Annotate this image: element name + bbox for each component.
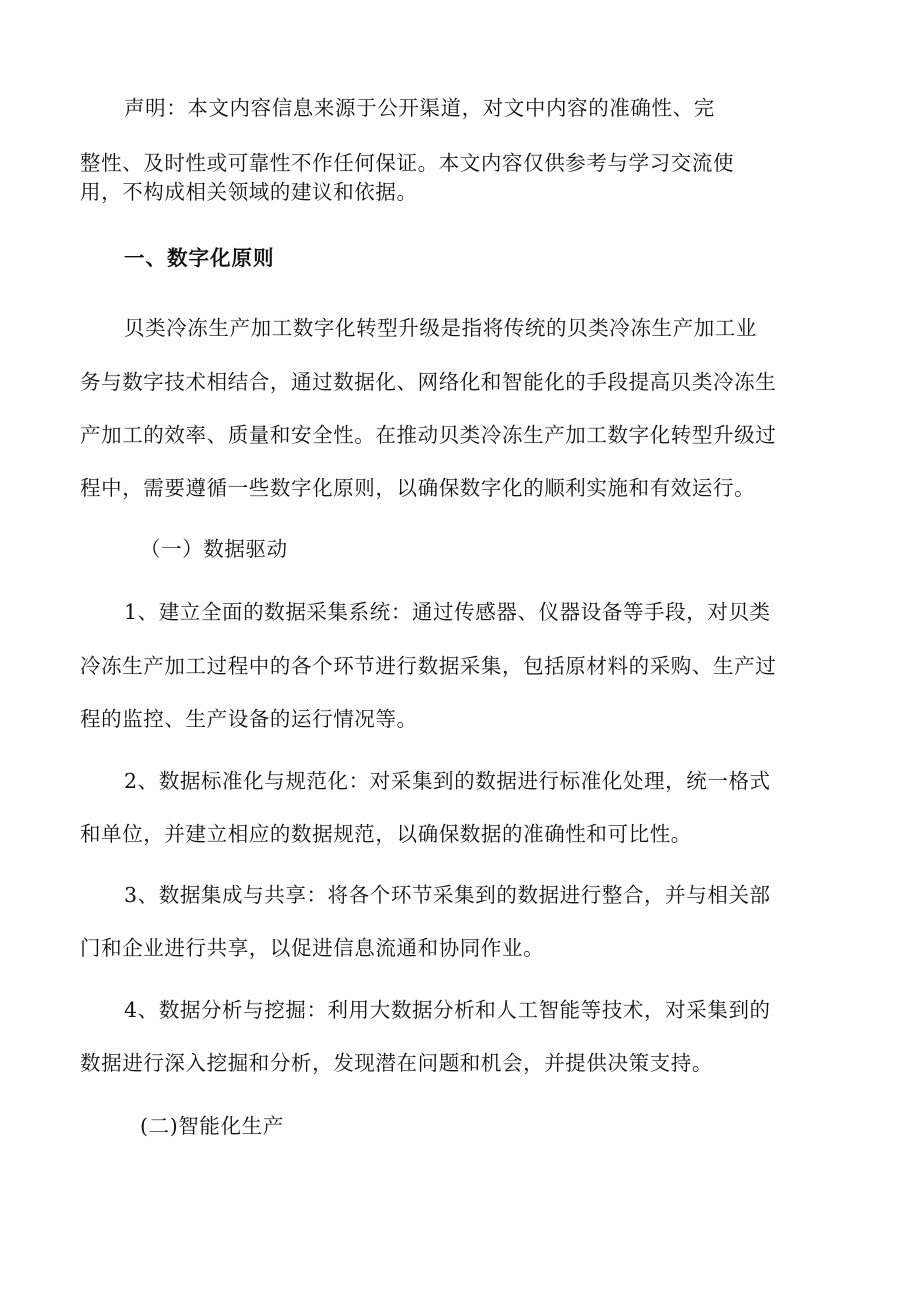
item-4-line-2: 数据进行深入挖掘和分析，发现潜在问题和机会，并提供决策支持。 xyxy=(80,1051,713,1075)
item-4-line-1: 4、数据分析与挖掘：利用大数据分析和人工智能等技术，对采集到的 xyxy=(124,998,771,1022)
item-1-line-1: 1、建立全面的数据采集系统：通过传感器、仪器设备等手段，对贝类 xyxy=(124,600,771,624)
intro-line-1: 贝类冷冻生产加工数字化转型升级是指将传统的贝类冷冻生产加工业 xyxy=(124,316,757,340)
intro-line-3: 产加工的效率、质量和安全性。在推动贝类冷冻生产加工数字化转型升级过 xyxy=(80,423,777,447)
subsection-title-1: （一）数据驱动 xyxy=(140,537,288,561)
subsection-title-2: (二)智能化生产 xyxy=(140,1114,284,1138)
intro-line-4: 程中，需要遵循一些数字化原则，以确保数字化的顺利实施和有效运行。 xyxy=(80,476,756,500)
item-3-line-1: 3、数据集成与共享：将各个环节采集到的数据进行整合，并与相关部 xyxy=(124,883,771,907)
item-2-line-1: 2、数据标准化与规范化：对采集到的数据进行标准化处理，统一格式 xyxy=(124,769,771,793)
item-1-line-3: 程的监控、生产设备的运行情况等。 xyxy=(80,707,418,731)
intro-line-2: 务与数字技术相结合，通过数据化、网络化和智能化的手段提高贝类冷冻生 xyxy=(80,370,777,394)
section-title: 一、数字化原则 xyxy=(124,246,275,270)
disclaimer-line-2: 整性、及时性或可靠性不作任何保证。本文内容仅供参考与学习交流使 xyxy=(80,151,735,175)
item-1-line-2: 冷冻生产加工过程中的各个环节进行数据采集，包括原材料的采购、生产过 xyxy=(80,654,777,678)
item-2-line-2: 和单位，并建立相应的数据规范，以确保数据的准确性和可比性。 xyxy=(80,822,692,846)
item-3-line-2: 门和企业进行共享，以促进信息流通和协同作业。 xyxy=(80,936,545,960)
disclaimer-line-1: 声明：本文内容信息来源于公开渠道，对文中内容的准确性、完 xyxy=(124,96,715,120)
disclaimer-line-3: 用，不构成相关领域的建议和依据。 xyxy=(80,180,418,204)
